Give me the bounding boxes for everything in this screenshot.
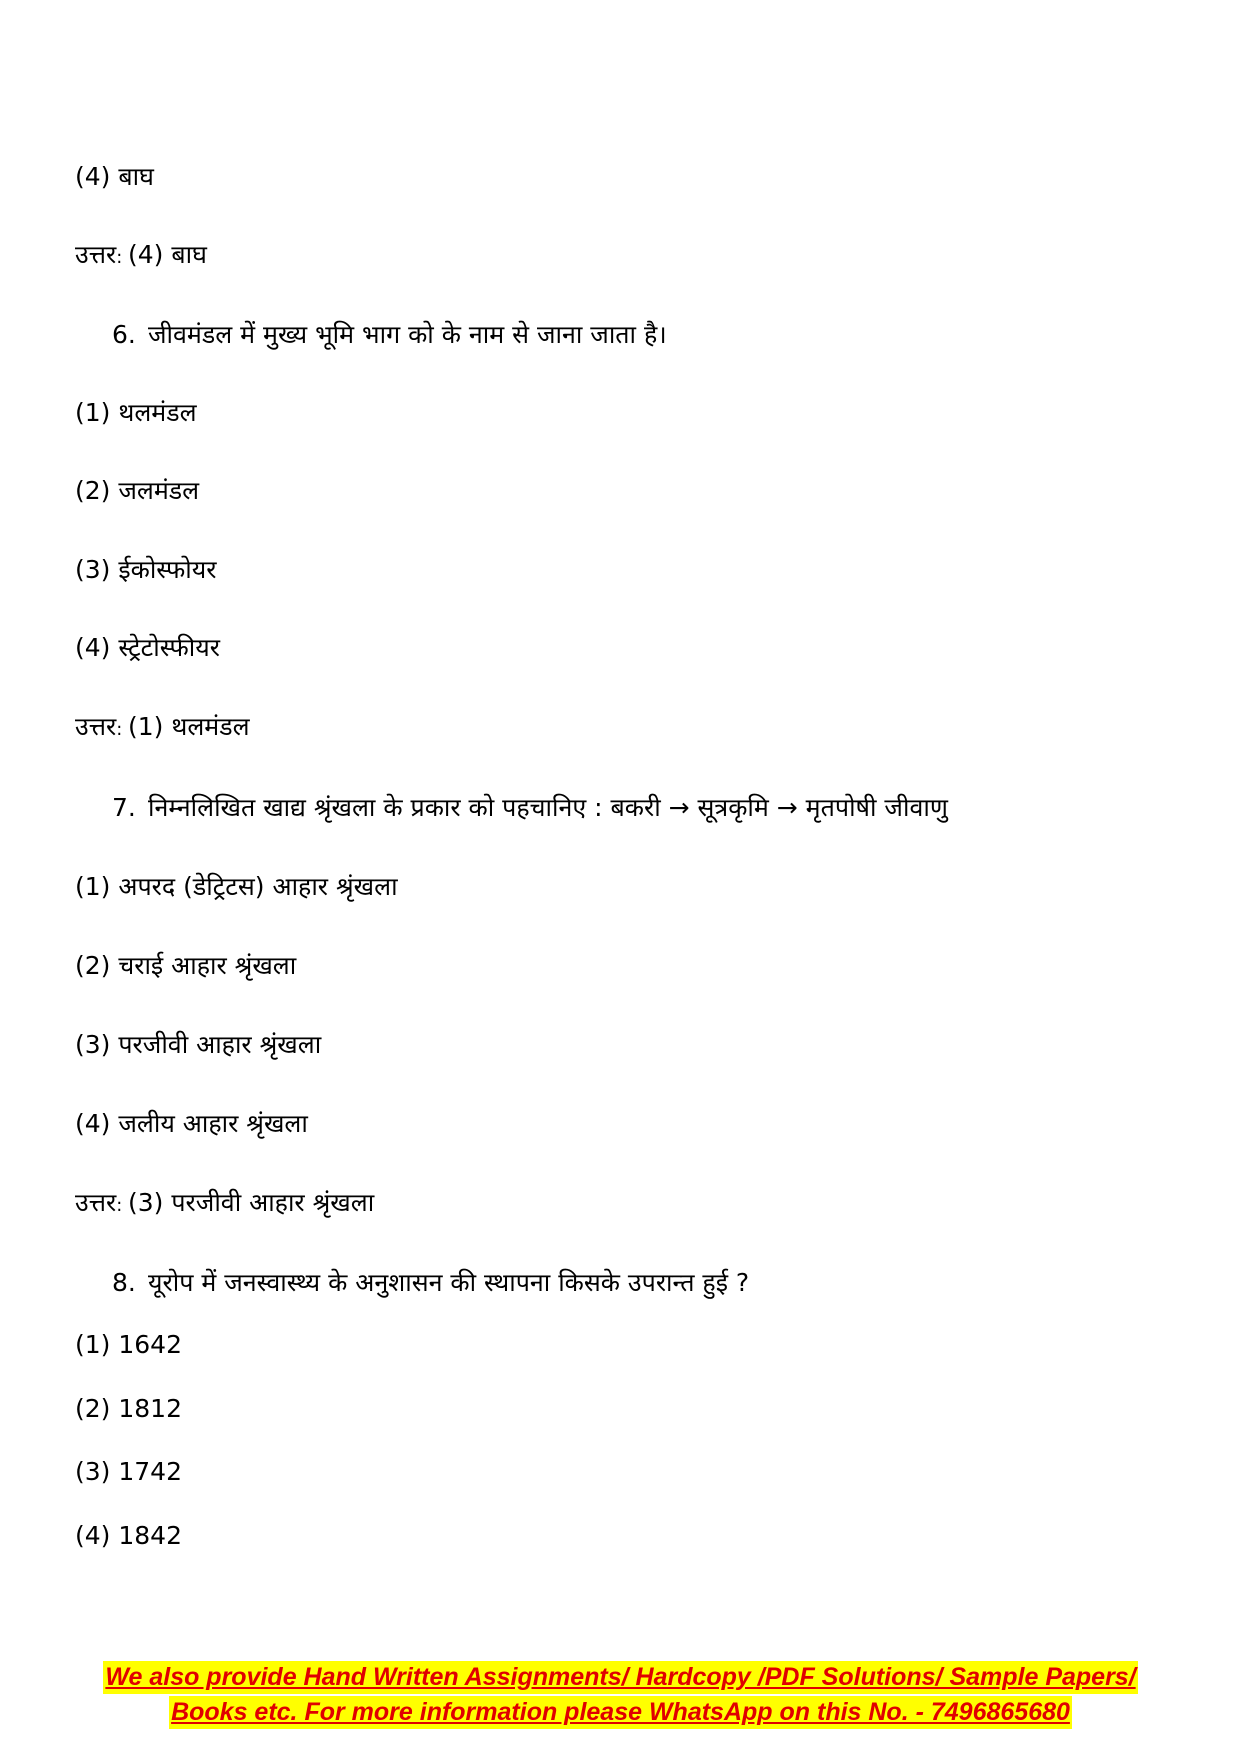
answer-value: (1) थलमंडल [128,712,250,741]
option-4-prev: (4) बाघ [75,162,154,191]
q7-option-4: (4) जलीय आहार श्रृंखला [75,1109,308,1138]
q7-option-3: (3) परजीवी आहार श्रृंखला [75,1030,322,1059]
footer-banner-line-2: Books etc. For more information please WhatsApp on this No. - 7496865680 [169,1696,1072,1729]
answer-label: उत्तर [75,712,117,741]
question-number: 7. [112,793,136,822]
question-number: 6. [112,320,136,349]
q8-option-4: (4) 1842 [75,1521,182,1550]
footer-banner-line-2-wrap [0,1696,1241,1729]
q8-option-1: (1) 1642 [75,1330,182,1359]
q8-option-2: (2) 1812 [75,1394,182,1423]
q7-option-1: (1) अपरद (डेट्रिटस) आहार श्रृंखला [75,872,398,901]
answer-label: उत्तर [75,1188,117,1217]
footer-banner-line-1: We also provide Hand Written Assignments/ Hardcopy /PDF Solutions/ Sample Papers/ [103,1661,1137,1694]
q7-option-2: (2) चराई आहार श्रृंखला [75,951,297,980]
question-number: 8. [112,1268,136,1297]
question-text: यूरोप में जनस्वास्थ्य के अनुशासन की स्थापना किसके उपरान्त हुई ? [148,1268,750,1297]
q7-answer: उत्तर: (3) परजीवी आहार श्रृंखला [75,1188,375,1217]
question-8 [112,1266,749,1300]
q6-option-1: (1) थलमंडल [75,398,197,427]
question-7 [112,791,948,825]
answer-prev: उत्तर: (4) बाघ [75,240,207,269]
q6-option-3: (3) ईकोस्फोयर [75,555,217,584]
q6-option-2: (2) जलमंडल [75,476,200,505]
q8-option-3: (3) 1742 [75,1457,182,1486]
answer-value: (3) परजीवी आहार श्रृंखला [128,1188,375,1217]
question-6 [112,318,667,352]
question-text: निम्नलिखित खाद्य श्रृंखला के प्रकार को पहचानिए : बकरी → सूत्रकृमि → मृतपोषी जीवाणु [148,793,948,822]
answer-label: उत्तर [75,240,117,269]
answer-value: (4) बाघ [128,240,207,269]
q6-option-4: (4) स्ट्रेटोस्फीयर [75,633,220,662]
footer-banner-line-1-wrap [0,1661,1241,1694]
question-text: जीवमंडल में मुख्य भूमि भाग को के नाम से जाना जाता है। [148,320,667,349]
q6-answer: उत्तर: (1) थलमंडल [75,712,250,741]
